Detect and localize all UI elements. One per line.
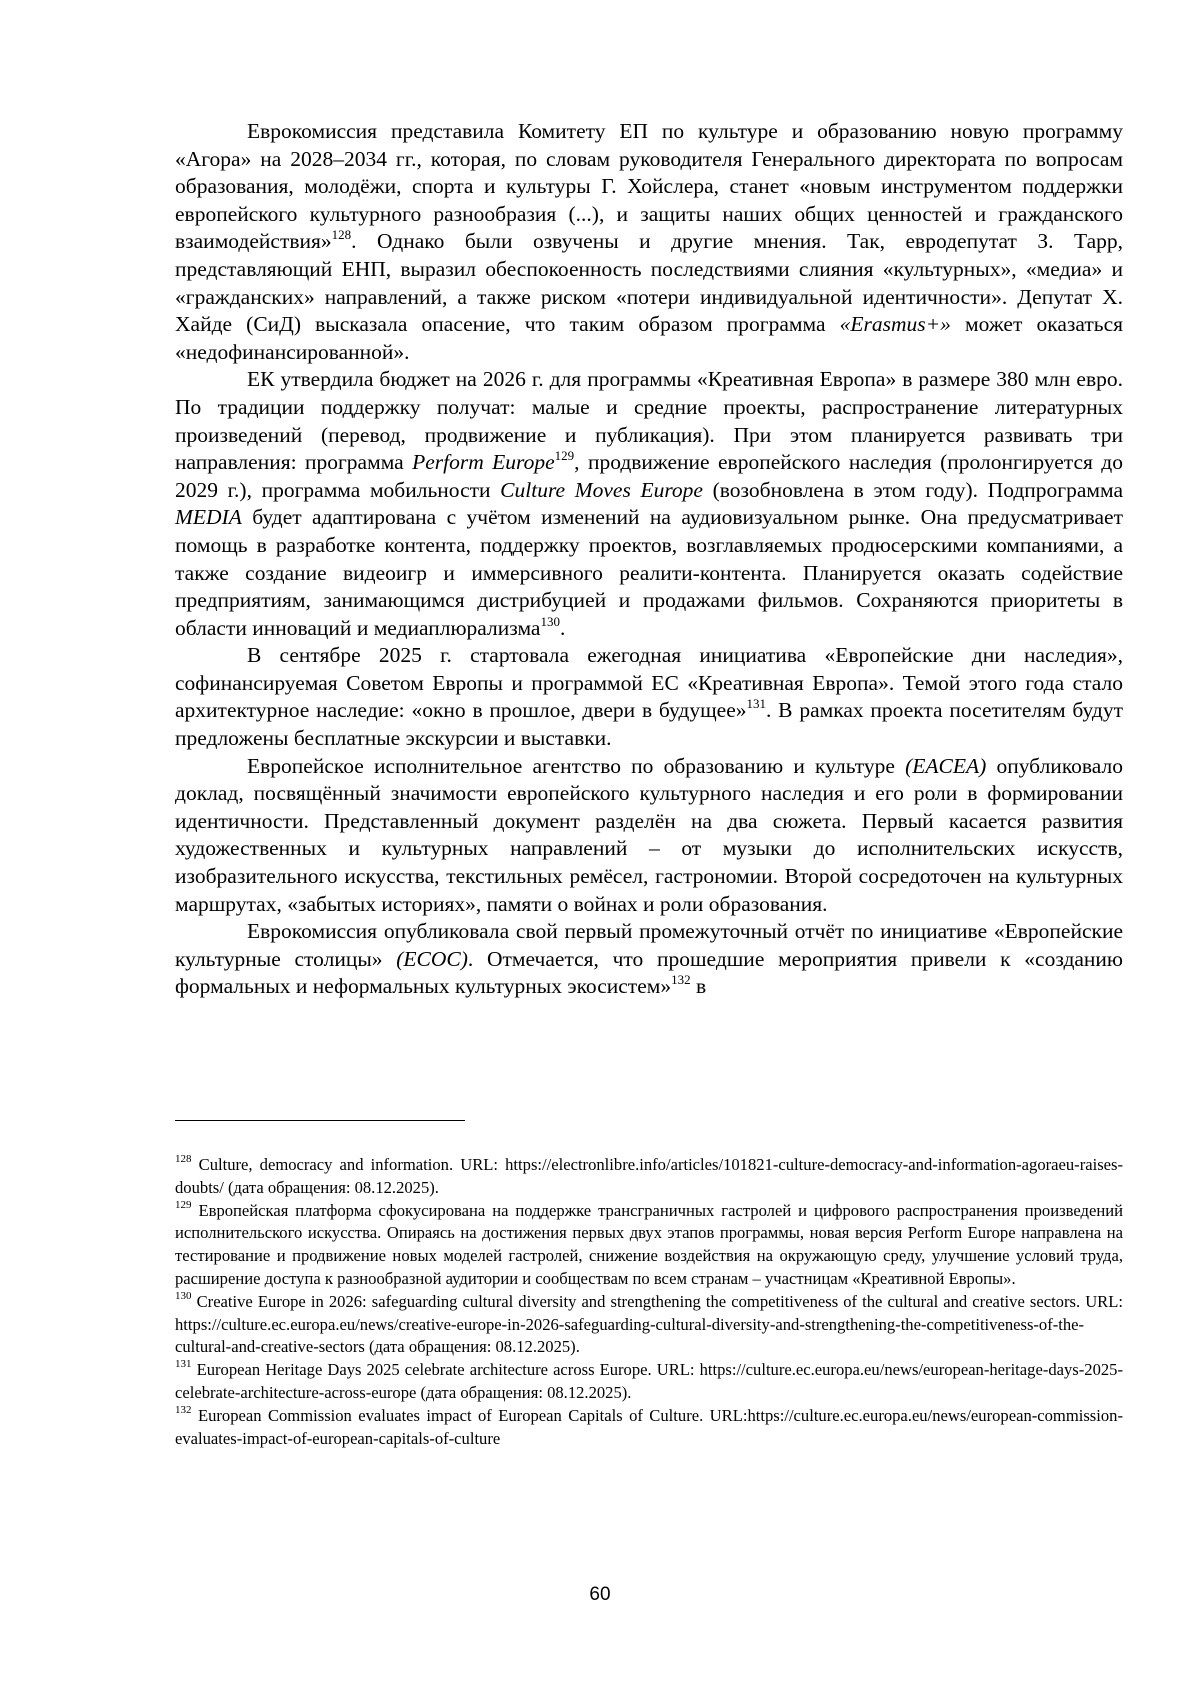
paragraph-agora [175,118,1123,366]
footnote-number: 131 [175,1358,192,1371]
text: Еврокомиссия опубликовала свой первый промежуточный отчёт по инициативе «Европейские культурные столицы» [175,919,1123,971]
text: опубликовало доклад, посвящённый значимости европейского культурного наследия и его роли в формировании идентичности. Представленный документ разделён на два сюжета. Первый касается развития художественных и культурных направлений – от музыки до исполнительских искусств, изобразительного искусства, текстильных ремёсел, гастрономии. Второй сосредоточен на культурных маршрутах, «забытых историях», памяти о войнах и роли образования. [175,753,1123,916]
footnotes [175,1154,1123,1450]
emphasis: Culture Moves Europe [500,477,703,502]
footnote-130 [175,1291,1123,1359]
footnote-number: 129 [175,1198,192,1211]
text: . Отмечается, что прошедшие мероприятия привели к «созданию формальных и неформальных культурных экосистем» [175,946,1123,999]
footnote-ref-129[interactable]: 129 [554,448,575,464]
text: (возобновлена в этом году). Подпрограмма [702,477,1123,502]
text: может оказаться «недофинансированной». [175,312,1124,364]
emphasis: (EACEA) [905,753,987,778]
emphasis: MEDIA [175,505,242,530]
paragraph-creative-europe-budget [175,366,1123,642]
footnote-number: 132 [175,1403,192,1416]
footnote-131 [175,1359,1123,1405]
text: , продвижение европейского наследия (пролонгируется до 2029 г.), программа мобильности [175,450,1123,502]
footnote-text: European Commission evaluates impact of European Capitals of Culture. URL:https://culture.ec.europa.eu/news/european-commission-evaluates-impact-of-european-capitals-of-culture [175,1405,1123,1448]
text: в [690,974,707,999]
emphasis: Perform Europe [412,450,555,475]
emphasis: «Erasmus+» [839,312,951,337]
text: В сентябре 2025 г. стартовала ежегодная инициатива «Европейские дни наследия», софинансируемая Советом Европы и программой ЕС «Креативная Европа». Темой этого года стало архитектурное наследие: «окно в прошлое, двери в будущее» [175,643,1123,723]
footnote-separator [175,1120,465,1121]
paragraph-heritage-days [175,642,1123,752]
footnote-ref-130[interactable]: 130 [540,613,560,629]
footnote-number: 130 [175,1289,192,1302]
text: Европейское исполнительное агентство по образованию и культуре [247,753,906,778]
footnote-text: Culture, democracy and information. URL: https://electronlibre.info/articles/101821-culture-democracy-and-information-agoraeu-raises-doubts/ (дата обращения: 08.12.2025). [175,1155,1124,1197]
emphasis: (ECOC) [396,946,468,971]
footnote-ref-128[interactable]: 128 [331,227,352,243]
main-text [175,118,1123,1001]
text: Еврокомиссия представила Комитету ЕП по культуре и образованию новую программу «Агора» на 2028–2034 гг., которая, по словам руководителя Генерального директората по вопросам образования, молодёжи, спорта и культуры Г. Хойслера, станет «новым инструментом поддержки европейского культурного разнообразия (...), и защиты наших общих ценностей и гражданского взаимодействия» [175,119,1123,254]
footnote-132 [175,1405,1123,1451]
footnote-128 [175,1154,1123,1200]
footnote-ref-131[interactable]: 131 [746,696,767,712]
paragraph-eacea [175,753,1123,919]
footnote-text: Европейская платформа сфокусирована на поддержке трансграничных гастролей и цифрового распространения произведений исполнительского искусства. Опираясь на достижения первых двух этапов программы, новая версия Perform Europe направлена на тестирование и продвижение новых моделей гастролей, снижение воздействия на окружающую среду, улучшение условий труда, расширение доступа к разнообразной аудитории и сообществам по всем странам – участницам «Креативной Европы». [175,1200,1123,1288]
text: . [559,615,566,640]
footnote-text: European Heritage Days 2025 celebrate architecture across Europe. URL: https://culture.ec.europa.eu/news/european-heritage-days-2025-celebrate-architecture-across-europe (дата обращения: 08.12.2025). [175,1360,1123,1402]
text: . Однако были озвучены и другие мнения. Так, евродепутат З. Тарр, представляющий ЕНП, выразил обеспокоенность последствиями слияния «культурных», «медиа» и «гражданских» направлений, а также риском «потери индивидуальной идентичности». Депутат Х. Хайде (СиД) высказала опасение, что таким образом программа [175,229,1123,337]
footnote-129 [175,1200,1123,1291]
text: будет адаптирована с учётом изменений на аудиовизуальном рынке. Она предусматривает помощь в разработке контента, поддержку проектов, возглавляемых продюсерскими компаниями, а также создание видеоигр и иммерсивного реалити-контента. Планируется оказать содействие предприятиям, занимающимся дистрибуцией и продажами фильмов. Сохраняются приоритеты в области инноваций и медиаплюрализма [175,505,1123,640]
footnote-text: Creative Europe in 2026: safeguarding cultural diversity and strengthening the competitiveness of the cultural and creative sectors. URL: https://culture.ec.europa.eu/news/creative-europe-in-2026-safeguarding-cultural-diversity-and-strengthening-the-competitiveness-of-the-cultural-and-creative-sectors (дата обращения: 08.12.2025). [175,1291,1123,1357]
footnote-number: 128 [175,1153,192,1165]
page-number: 60 [589,1584,611,1605]
footnote-ref-132[interactable]: 132 [671,972,691,988]
text: ЕК утвердила бюджет на 2026 г. для программы «Креативная Европа» в размере 380 млн евро. По традиции поддержку получат: малые и средние проекты, распространение литературных произведений (перевод, продвижение и публикация). При этом планируется развивать три направления: программа [175,367,1123,475]
paragraph-ecoc [175,918,1123,1001]
text: . В рамках проекта посетителям будут предложены бесплатные экскурсии и выставки. [175,698,1123,751]
